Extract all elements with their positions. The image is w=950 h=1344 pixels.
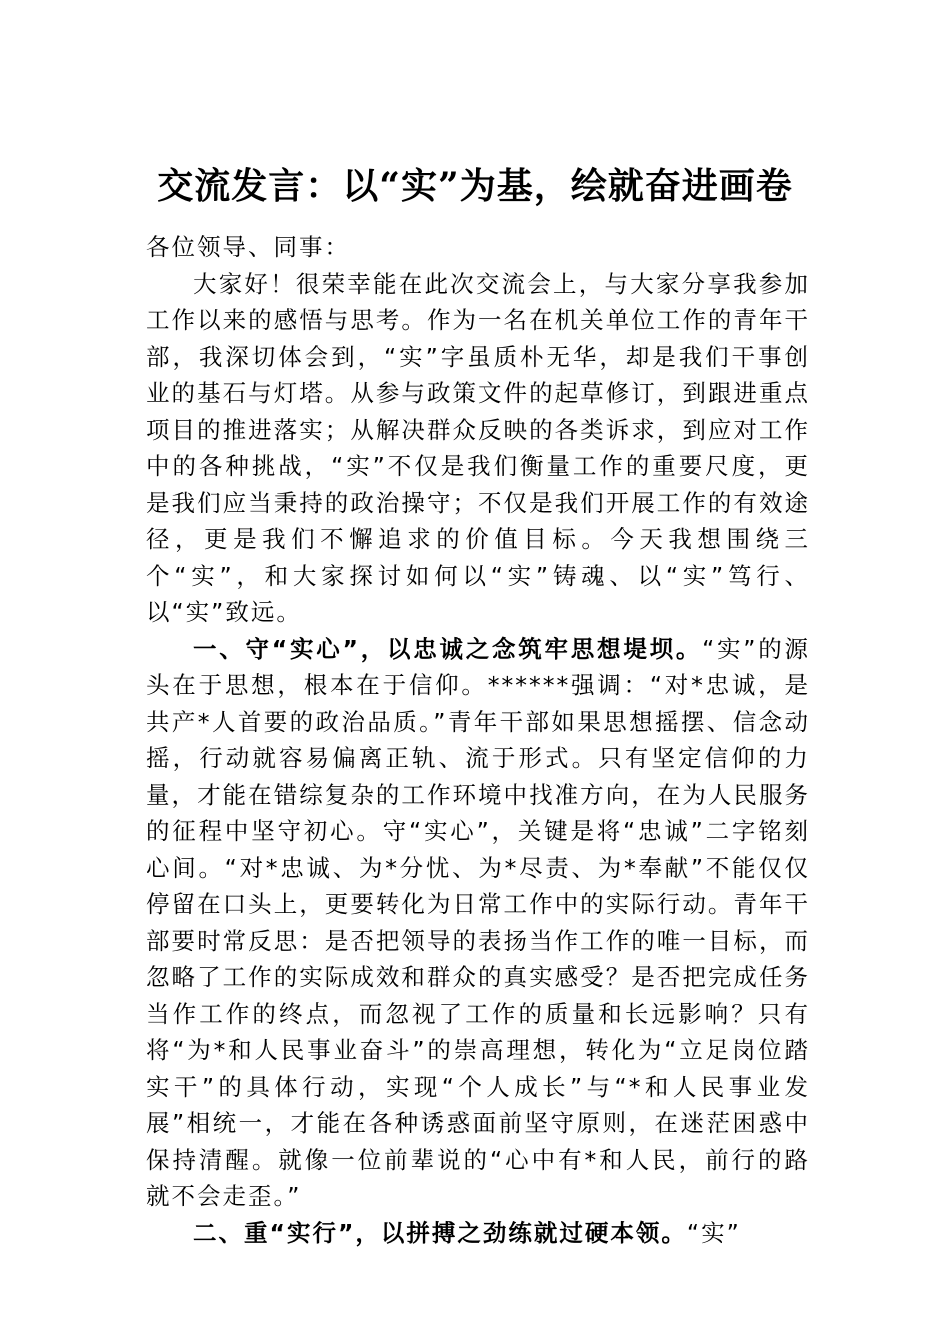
section-2-body: “实” (686, 1218, 741, 1247)
section-2-paragraph (146, 1215, 810, 1252)
document-body (146, 229, 810, 1251)
section-1-body: “实”的源头在于思想，根本在于信仰。******强调：“对*忠诚，是共产*人首要的政治品质。”青年干部如果思想摇摆、信念动摇，行动就容易偏离正轨、流于形式。只有坚定信仰的力量，才能在错综复杂的工作环境中找准方向，在为人民服务的征程中坚守初心。守“实心”，关键是将“忠诚”二字铭刻心间。“对*忠诚、为*分忧、为*尽责、为*奉献”不能仅仅停留在口头上，更要转化为日常工作中的实际行动。青年干部要时常反思：是否把领导的表扬当作工作的唯一目标，而忽略了工作的实际成效和群众的真实感受？是否把完成任务当作工作的终点，而忽视了工作的质量和长远影响？只有将“为*和人民事业奋斗”的崇高理想，转化为“立足岗位踏实干”的具体行动，实现“个人成长”与“*和人民事业发展”相统一，才能在各种诱惑面前坚守原则，在迷茫困惑中保持清醒。就像一位前辈说的“心中有*和人民，前行的路就不会走歪。” (146, 634, 811, 1210)
section-1-paragraph (146, 631, 810, 1215)
document-title: 交流发言：以“实”为基，绘就奋进画卷 (157, 165, 793, 207)
intro-paragraph: 大家好！很荣幸能在此次交流会上，与大家分享我参加工作以来的感悟与思考。作为一名在机关单位工作的青年干部，我深切体会到，“实”字虽质朴无华，却是我们干事创业的基石与灯塔。从参与政策文件的起草修订，到跟进重点项目的推进落实；从解决群众反映的各类诉求，到应对工作中的各种挑战，“实”不仅是我们衡量工作的重要尺度，更是我们应当秉持的政治操守；不仅是我们开展工作的有效途径，更是我们不懈追求的价值目标。今天我想围绕三个“实”，和大家探讨如何以“实”铸魂、以“实”笃行、以“实”致远。 (146, 269, 810, 626)
section-2-heading: 二、重“实行”，以拼搏之劲练就过硬本领。 (193, 1218, 687, 1247)
salutation: 各位领导、同事： (146, 233, 350, 261)
section-1-heading: 一、守“实心”，以忠诚之念筑牢思想堤坝。 (193, 634, 703, 663)
